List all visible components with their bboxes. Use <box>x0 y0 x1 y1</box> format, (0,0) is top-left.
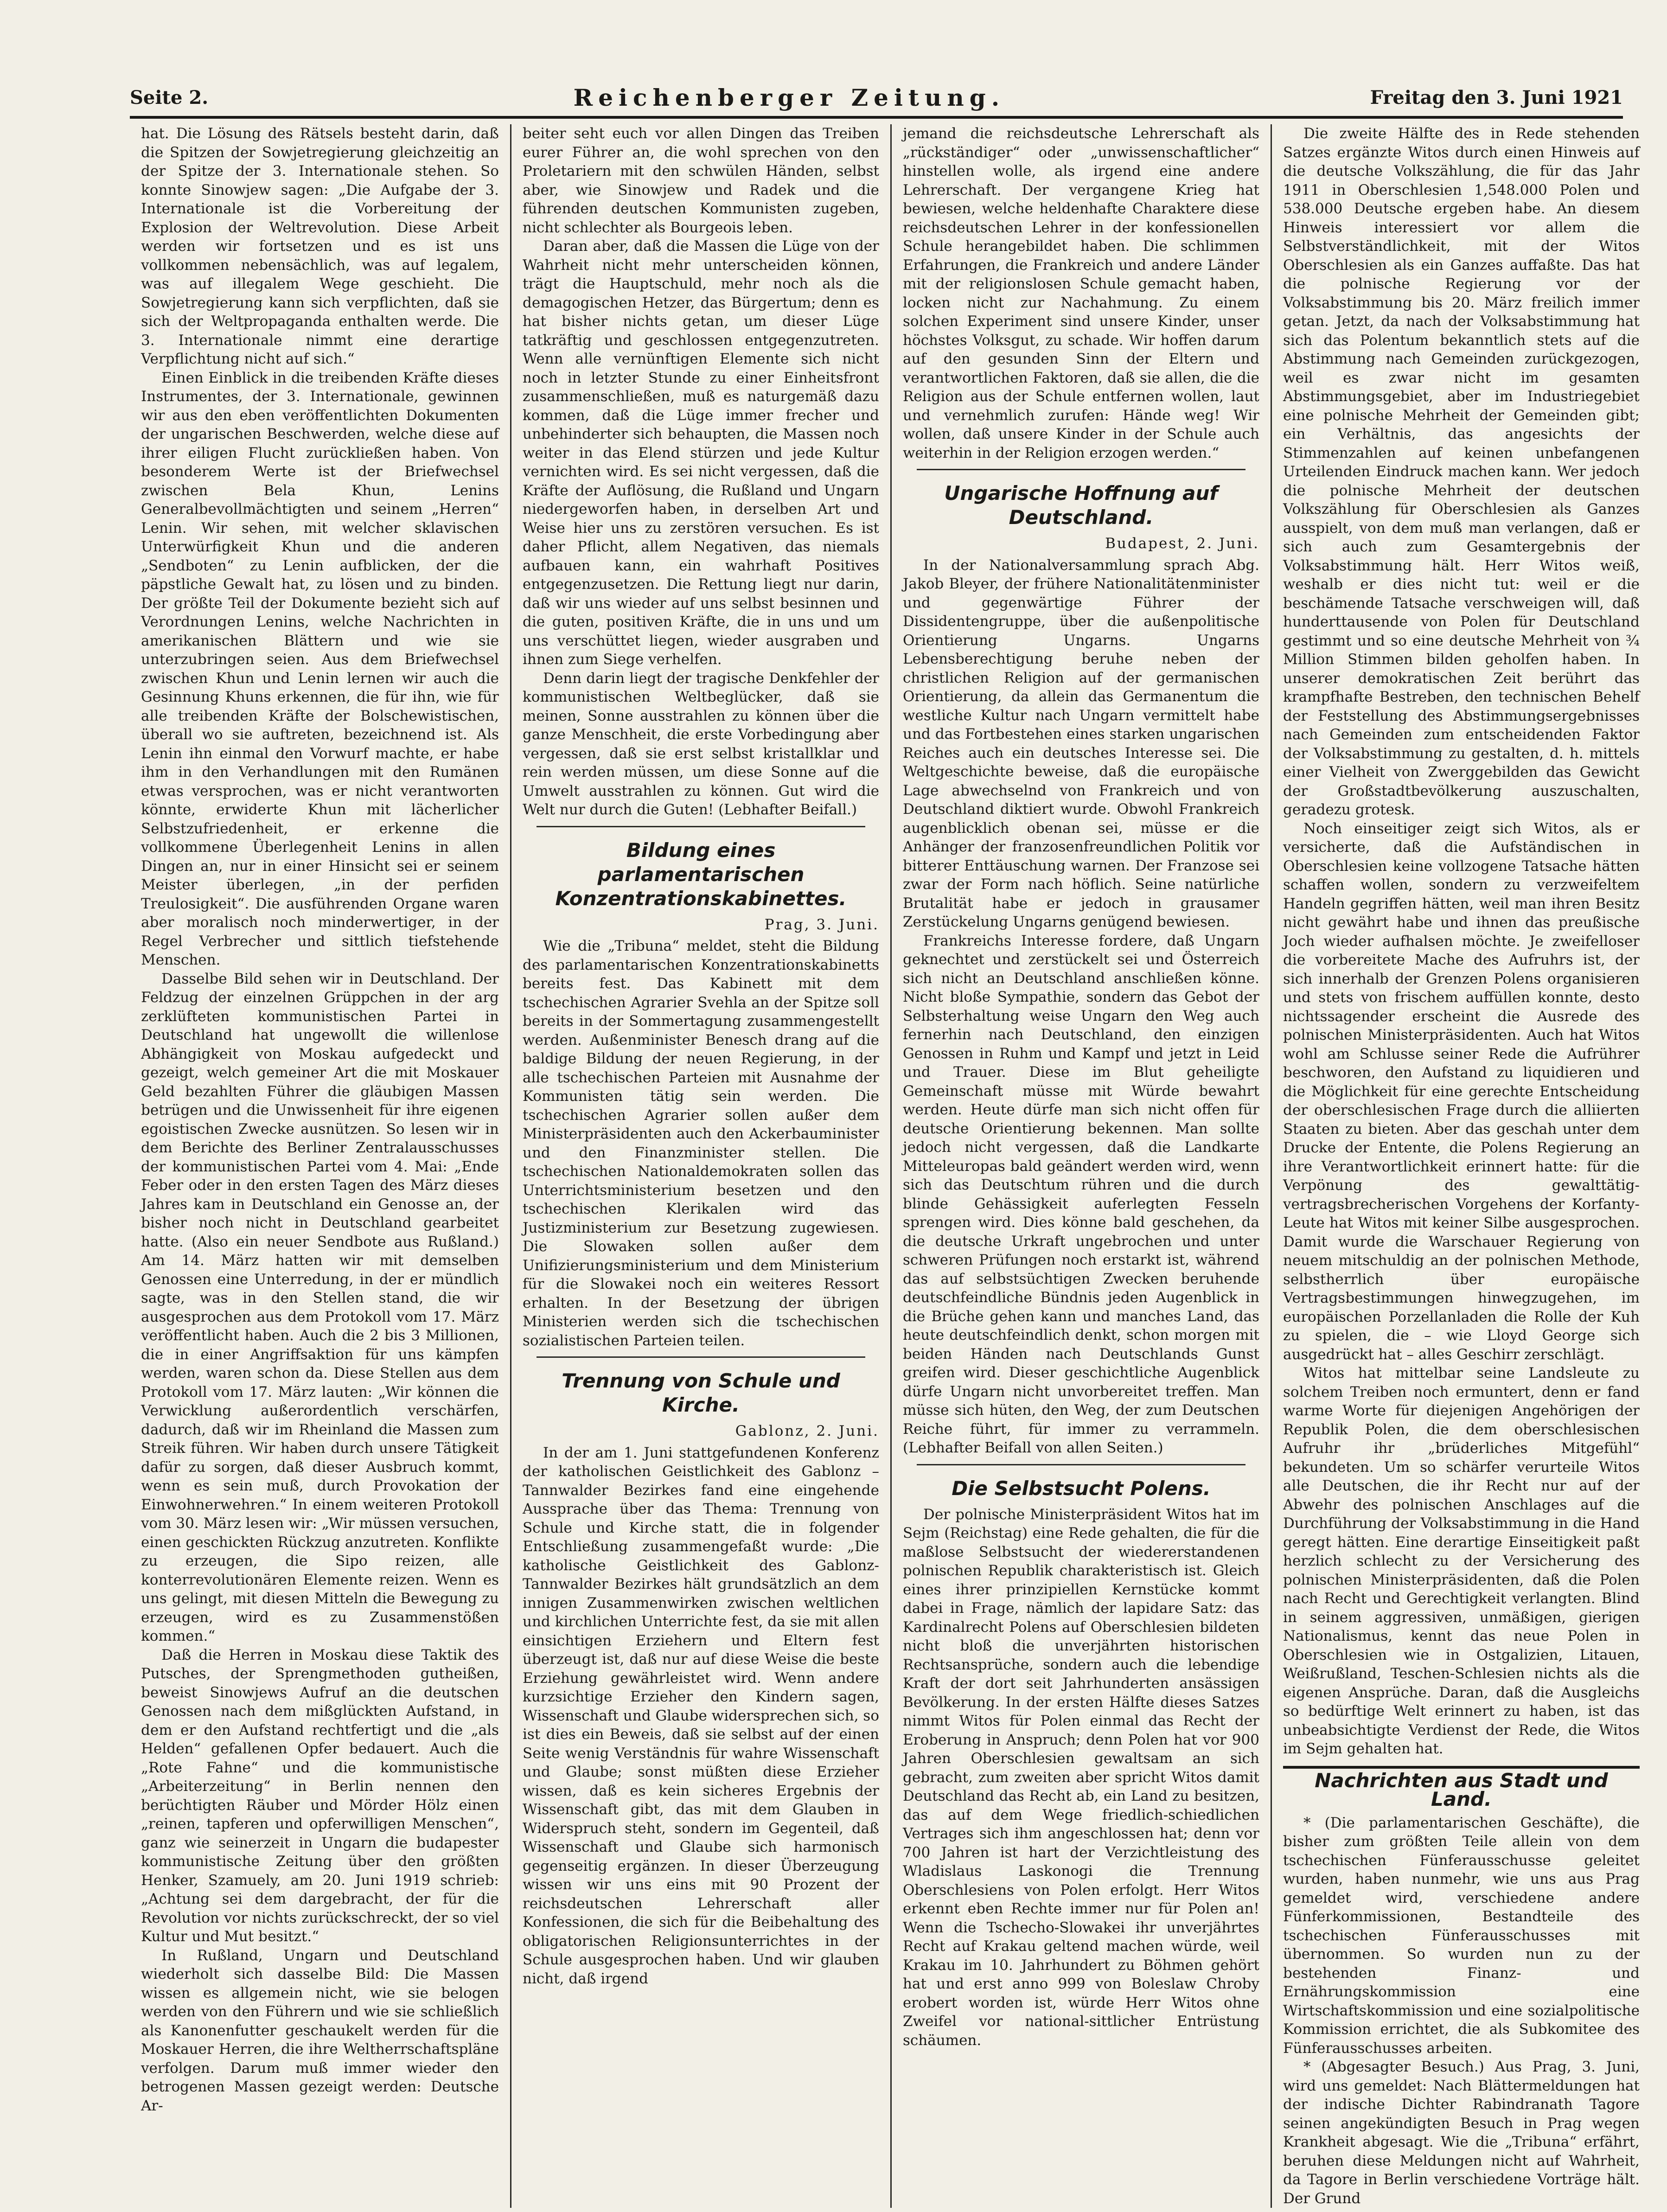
paragraph: Noch einseitiger zeigt sich Witos, als er versicherte, daß die Aufständischen in Oberschlesien keine vollzogene Tatsache hätten schaffen wollen, sondern zu verzweifeltem Handeln gegriffen hätten, weil man ihren Besitz nicht gewährt habe und ihnen das preußische Joch wieder aufhalsen möchte. Je zweifelloser die vorbereitete Mache des Aufruhrs ist, der sich innerhalb der Grenzen Polens organisieren und stets von frischem auffüllen konnte, desto nichtssagender erscheint die Ausrede des polnischen Ministerpräsidenten. Auch hat Witos wohl am Schlusse seiner Rede die Aufrührer beschworen, den Aufstand zu liquidieren und die Möglichkeit für eine gerechte Entscheidung der oberschlesischen Frage durch die alliierten Staaten zu bieten. Aber das geschah unter dem Drucke der Entente, die Polens Regierung an ihre Verantwortlichkeit erinnert hatte: für die Verpönung des gewalttätig-vertragsbrecherischen Vorgehens der Korfanty-Leute hat Witos mit keiner Silbe ausgesprochen. Damit wurde die Warschauer Regierung von neuem mitschuldig an der polnischen Methode, selbstherrlich über europäische Vertragsbestimmungen hinwegzugehen, im europäischen Porzellanladen die Rolle der Kuh zu spielen, die – wie Lloyd George sich ausgedrückt hat – alles Geschirr zerschlägt. <box>1283 820 1640 1363</box>
paragraph: jemand die reichsdeutsche Lehrerschaft als „rückständiger“ oder „unwissenschaftlicher“ hinstellen wolle, als irgend eine andere Lehrerschaft. Der vergangene Krieg hat bewiesen, welche heldenhafte Charaktere diese reichsdeutschen Lehrer in der konfessionellen Schule herangebildet haben. Die schlimmen Erfahrungen, die Frankreich und andere Länder mit der religionslosen Schule gemacht haben, locken nicht zur Nachahmung. Zu einem solchen Experiment sind unsere Kinder, unser höchstes Volksgut, zu schade. Wir hoffen darum auf den gesunden Sinn der Eltern und verantwortlichen Faktoren, daß sie allen, die die Religion aus der Schule entfernen wollen, laut und vernehmlich zurufen: Hände weg! Wir wollen, daß unsere Kinder in der Schule auch weiterhin in der Religion erzogen werden.“ <box>903 125 1259 461</box>
article-body: Frankreichs Interesse fordere, daß Ungarn geknechtet und zerstückelt sei und Österreich sich nicht an Deutschland anschließen könne. Nicht bloße Sympathie, sondern das Gebot der Selbsterhaltung weise Ungarn den Weg auch fernerhin nach Deutschland, den einzigen Genossen in Ruhm und Kampf und jetzt in Leid und Trauer. Diese im Blut geheiligte Gemeinschaft müsse mit Würde bewahrt werden. Heute dürfe man sich nicht offen für deutsche Orientierung bekennen. Man sollte jedoch nicht vergessen, daß die Landkarte Mitteleuropas bald geändert werden wird, wenn sich das Deutschtum rühren und die durch blinde Gehässigkeit auferlegten Fesseln sprengen wird. Dies könne bald geschehen, da die deutsche Urkraft ungebrochen und unter schweren Prüfungen noch erstarkt ist, während das auf selbstsüchtigen Zwecken beruhende deutschfeindliche Bündnis jeden Augenblick in die Brüche gehen kann und manches Land, das heute deutschfeindlich denkt, schon morgen mit beiden Händen nach Deutschlands Gunst greifen wird. Dieser geschichtliche Augenblick dürfe Ungarn nicht unvorbereitet treffen. Man müsse sich hüten, den Weg, der zum Deutschen Reiche führt, für immer zu verrammeln. (Lebhafter Beifall von allen Seiten.) <box>903 932 1259 1456</box>
divider <box>537 826 865 827</box>
paragraph: Daran aber, daß die Massen die Lüge von der Wahrheit nicht mehr unterscheiden können, trägt die Hauptschuld, mehr noch als die demagogischen Hetzer, das Bürgertum; denn es hat bisher nichts getan, um dieser Lüge tatkräftig und geschlossen entgegenzutreten. Wenn alle vernünftigen Elemente sich nicht noch in letzter Stunde zu einer Einheitsfront zusammenschließen, muß es naturgemäß dazu kommen, daß die Lüge immer frecher und unbehinderter sich behaupten, die Massen noch weiter in das Elend stürzen und jede Kultur vernichten wird. Es sei nicht vergessen, daß die Kräfte der Auflösung, die Rußland und Ungarn niedergeworfen haben, in derselben Art und Weise hier uns zu zerstören versuchen. Es ist daher Pflicht, allem Negativen, das niemals aufbauen kann, ein wahrhaft Positives entgegenzusetzen. Die Rettung liegt nur darin, daß wir uns wieder auf uns selbst besinnen und die guten, positiven Kräfte, die in uns und um uns verschüttet liegen, wieder ausgraben und ihnen zum Siege verhelfen. <box>523 238 879 668</box>
masthead <box>130 79 1623 119</box>
article-body: In der Nationalversammlung sprach Abg. Jakob Bleyer, der frühere Nationalitätenminister und gegenwärtige Führer der Dissidentengruppe, über die außenpolitische Orientierung Ungarns. Ungarns Lebensberechtigung beruhe neben der christlichen Religion auf der germanischen Orientierung, da allein das Germanentum die westliche Kultur nach Ungarn vermittelt habe und das Fortbestehen eines starken ungarischen Reiches auch ein deutsches Interesse sei. Die Weltgeschichte beweise, daß die europäische Lage abwechselnd von Frankreich und von Deutschland diktiert wurde. Obwohl Frankreich augenblicklich obenan sei, müsse er die Anhänger der franzosenfreundlichen Politik vor bitterer Enttäuschung warnen. Der Franzose sei zwar der Form nach höflich. Seine natürliche Brutalität habe er jedoch in grausamer Zerstückelung Ungarns genügend bewiesen. <box>903 556 1259 930</box>
article-headline: Trennung von Schule und Kirche. <box>562 1369 840 1416</box>
paragraph: hat. Die Lösung des Rätsels besteht darin, daß die Spitzen der Sowjetregierung gleichzeitig an der Spitze der 3. Internationale stehen. So konnte Sinowjew sagen: „Die Aufgabe der 3. Internationale ist die Vorbereitung der Explosion der Weltrevolution. Diese Arbeit werden wir fortsetzen und es ist uns vollkommen nebensächlich, was auf legalem, was auf illegalem Wege geschieht. Die Sowjetregierung kann sich verpflichten, daß sie sich der Weltpropaganda enthalten werde. Die 3. Internationale nimmt eine derartige Verpflichtung nicht auf sich.“ <box>141 125 499 367</box>
news-item: * (Die parlamentarischen Geschäfte), die bisher zum größten Teile allein von dem tschechischen Fünferausschusse geleitet wurden, haben nunmehr, wie uns aus Prag gemeldet wird, verschiedene andere Fünferkommissionen, Bestandteile des tschechischen Fünferausschusses mit übernommen. So wurden nun zu der bestehenden Finanz- und Ernährungskommission eine Wirtschaftskommission und eine sozialpolitische Kommission errichtet, die als Subkomitee des Fünferausschusses arbeiten. <box>1283 1814 1640 2057</box>
column-1 <box>130 124 510 2208</box>
news-item: * (Abgesagter Besuch.) Aus Prag, 3. Juni, wird uns gemeldet: Nach Blättermeldungen hat der indische Dichter Rabindranath Tagore seinen angekündigten Besuch in Prag wegen Krankheit abgesagt. Wie die „Tribuna“ erfährt, beruhen diese Meldungen nicht auf Wahrheit, da Tagore in Berlin verschiedene Vorträge hält. Der Grund <box>1283 2059 1640 2207</box>
section-heading: Nachrichten aus Stadt und Land. <box>1315 1769 1608 1810</box>
paragraph: Dasselbe Bild sehen wir in Deutschland. Der Feldzug der einzelnen Grüppchen in der arg zerklüfteten kommunistischen Partei in Deutschland hat ungewollt die willenlose Abhängigkeit von Moskau aufgedeckt und gezeigt, welch gemeiner Art die mit Moskauer Geld bezahlten Führer die gläubigen Massen betrügen und die Unwissenheit für ihre eigenen egoistischen Zwecke ausnützen. So lesen wir in dem Berichte des Berliner Zentralausschusses der kommunistischen Partei vom 4. Mai: „Ende Feber oder in den ersten Tagen des März dieses Jahres kam in Deutschland ein Genosse an, der bisher noch nicht in Deutschland gearbeitet hatte. (Also ein neuer Sendbote aus Rußland.) Am 14. März hatten wir mit demselben Genossen eine Unterredung, in der er mündlich sagte, was in den Stellen stand, die wir ausgesprochen aus dem Protokoll vom 17. März veröffentlicht haben. Auch die 2 bis 3 Millionen, die in einer Angriffsaktion für uns kämpfen werden, waren schon da. Diese Stellen aus dem Protokoll vom 17. März lauten: „Wir können die Verwicklung außerordentlich verschärfen, dadurch, daß wir im Rheinland die Massen zum Streik führen. Wir haben durch unsere Tätigkeit dafür zu sorgen, daß dieser Ausbruch kommt, wenn es sein muß, durch Provokation der Einwohnerwehren.“ In einem weiteren Protokoll vom 30. März lesen wir: „Wir müssen versuchen, einen geschickten Rückzug anzutreten. Konflikte zu erzeugen, die Sipo reizen, alle konterrevolutionären Elemente reizen. Wenn es uns gelingt, mit diesen Mitteln die Bewegung zu erzeugen, wird es zu Zusammenstößen kommen.“ <box>141 970 499 1644</box>
divider <box>917 1464 1245 1465</box>
paragraph: In Rußland, Ungarn und Deutschland wiederholt sich dasselbe Bild: Die Massen wissen es allgemein nicht, wie sie belogen werden von den Führern und wie sie schließlich als Kanonenfutter geschaukelt werden für die Moskauer Herren, die ihre Weltherrschaftspläne verfolgen. Darum muß immer wieder den betrogenen Massen gezeigt werden: Deutsche Ar- <box>141 1947 499 2114</box>
column-3 <box>890 124 1271 2208</box>
article-headline: Ungarische Hoffnung auf Deutschland. <box>944 482 1218 529</box>
page-number: Seite 2. <box>130 86 209 109</box>
column-2 <box>510 124 890 2208</box>
divider <box>537 1356 865 1358</box>
columns <box>130 124 1640 2207</box>
paragraph: Einen Einblick in die treibenden Kräfte dieses Instrumentes, der 3. Internationale, gewinnen wir aus den eben veröffentlichten Dokumenten der ungarischen Beschwerden, welche diese auf ihrer eiligen Flucht zurückließen haben. Von besonderem Werte ist der Briefwechsel zwischen Bela Khun, Lenins Generalbevollmächtigten und seinem „Herren“ Lenin. Wir sehen, mit welcher sklavischen Unterwürfigkeit Khun und die anderen „Sendboten“ zu Lenin aufblicken, der die päpstliche Gewalt hat, zu lösen und zu binden. Der größte Teil der Dokumente bezieht sich auf Verordnungen Lenins, welche Nachrichten in amerikanischen Blättern und wie sie unterzubringen seien. Aus dem Briefwechsel zwischen Khun und Lenin lernen wir auch die Gesinnung Khuns erkennen, die für ihn, wie für alle treibenden Kräfte der Bolschewistischen, überall wo sie auftreten, bezeichnend ist. Als Lenin ihn einmal den Vorwurf machte, er habe ihm in den Verhandlungen mit den Rumänen etwas versprochen, was er nicht verantworten könnte, erwiderte Khun mit lächerlicher Selbstzufriedenheit, er erkenne die vollkommene Überlegenheit Lenins in allen Dingen an, nur in einer Hinsicht sei er seinem Meister überlegen, „in der perfiden Treulosigkeit“. Die ausführenden Organe waren aber moralisch noch minderwertiger, in der Regel Verbrecher und sittlich tiefstehende Menschen. <box>141 369 499 968</box>
paragraph: Die zweite Hälfte des in Rede stehenden Satzes ergänzte Witos durch einen Hinweis auf die deutsche Volkszählung, die für das Jahr 1911 in Oberschlesien 1,548.000 Polen und 538.000 Deutsche ergeben habe. An diesem Hinweis interessiert vor allem die Selbstverständlichkeit, mit der Witos Oberschlesien als ein Ganzes auffaßte. Das hat die polnische Regierung vor der Volksabstimmung bis 20. März freilich immer getan. Jetzt, da nach der Volksabstimmung hat sich das Polentum bekanntlich stets auf die Abstimmung nach Gemeinden zurückgezogen, weil es zwar nicht im gesamten Abstimmungsgebiet, aber im Industriegebiet eine polnische Mehrheit der Gemeinden gibt; ein Verhältnis, das angesichts der Stimmenzahlen auf keinen unbefangenen Urteilenden Eindruck machen kann. Wer jedoch die polnische Mehrheit der deutschen Volkszählung für Oberschlesien als Ganzes ausspielt, von dem muß man verlangen, daß er sich auch zum Gesamtergebnis der Volksabstimmung hält. Herr Witos weiß, weshalb er dies nicht tut: weil er die beschämende Tatsache verschweigen will, daß hunderttausende von Polen für Deutschland gestimmt und so eine deutsche Mehrheit von ¾ Million Stimmen bilden geholfen haben. In unserer demokratischen Zeit berührt das krampfhafte Bestreben, den technischen Behelf der Feststellung des Abstimmungsergebnisses nach Gemeinden zum entscheidenden Faktor der Volksabstimmung zu gestalten, d. h. mittels einer Vielheit von Zwerggebilden das Gewicht der Großstadtbevölkerung auszuschalten, geradezu grotesk. <box>1283 125 1640 818</box>
article-headline: Bildung eines parlamentarischen Konzentrationskabinettes. <box>555 838 847 910</box>
divider <box>917 469 1245 470</box>
paragraph: Witos hat mittelbar seine Landsleute zu solchem Treiben noch ermuntert, denn er fand warme Worte für diejenigen Angehörigen der Republik Polen, die dem oberschlesischen Aufruhr ihr „brüderliches Mitgefühl“ bekundeten. Um so schärfer verurteile Witos alle Deutschen, die ihr Recht nur auf der Abwehr des polnischen Anschlages auf die Durchführung der Volksabstimmung in die Hand geregt hätten. Eine derartige Einseitigkeit paßt herzlich schlecht zu der Versicherung des polnischen Ministerpräsidenten, daß die Polen nach Recht und Gerechtigkeit verlangten. Blind in seinem aggressiven, unmäßigen, gierigen Nationalismus, kennt das neue Polen in Oberschlesien wie in Ostgalizien, Litauen, Weißrußland, Teschen-Schlesien nichts als die eigenen Ansprüche. Daran, daß die Ausgleichs so bedürftige Welt erinnert zu haben, ist das unbeabsichtigte Verdienst der Rede, die Witos im Sejm gehalten hat. <box>1283 1365 1640 1757</box>
article-headline: Die Selbstsucht Polens. <box>952 1477 1211 1500</box>
paragraph: Denn darin liegt der tragische Denkfehler der kommunistischen Weltbeglücker, daß sie meinen, Sonne ausstrahlen zu können über die ganze Menschheit, die erste Vorbedingung aber vergessen, daß sie erst selbst kristallklar und rein werden müssen, um diese Sonne auf die Umwelt ausstrahlen zu können. Gut wird die Welt nur durch die Guten! (Lebhafter Beifall.) <box>523 670 879 818</box>
paragraph: Daß die Herren in Moskau diese Taktik des Putsches, der Sprengmethoden gutheißen, beweist Sinowjews Aufruf an die deutschen Genossen nach dem mißglückten Aufstand, in dem er den Aufstand rechtfertigt und die „als Helden“ gefallenen Opfer bedauert. Auch die „Rote Fahne“ und die kommunistische „Arbeiterzeitung“ in Berlin nennen den berüchtigten Räuber und Mörder Hölz einen „reinen, tapferen und opferwilligen Menschen“, ganz wie seinerzeit in Ungarn die budapester kommunistische Zeitung über den größten Henker, Szamuely, am 20. Juni 1919 schrieb: „Achtung sei dem dargebracht, der für die Revolution vor nichts zurückschreckt, der so viel Kultur und Mut besitzt.“ <box>141 1646 499 1945</box>
article-body: Der polnische Ministerpräsident Witos hat im Sejm (Reichstag) eine Rede gehalten, die für die maßlose Selbstsucht der wiedererstandenen polnischen Republik charakteristisch ist. Gleich eines ihrer prinzipiellen Kernstücke kommt dabei in Frage, nämlich der lapidare Satz: das Kardinalrecht Polens auf Oberschlesien bildeten nicht bloß die unverjährten historischen Rechtsansprüche, sondern auch die lebendige Kraft der dort seit Jahrhunderten ansässigen Bevölkerung. In der ersten Hälfte dieses Satzes nimmt Witos für Polen einmal das Recht der Eroberung in Anspruch; denn Polen hat vor 900 Jahren Oberschlesien gewaltsam an sich gebracht, zum zweiten aber spricht Witos damit Deutschland das Recht ab, ein Land zu besitzen, das auf dem Wege friedlich-schiedlichen Vertrages sich ihm angeschlossen hat; denn vor 700 Jahren ist hart der Verzichtleistung des Wladislaus Laskonogi die Trennung Oberschlesiens von Polen erfolgt. Herr Witos erkennt eben Rechte immer nur für Polen an! Wenn die Tschecho-Slowakei ihr unverjährtes Recht auf Krakau geltend machen würde, weil Krakau im 10. Jahrhundert zu Böhmen gehört hat und erst anno 999 von Boleslaw Chroby erobert worden ist, würde Herr Witos ohne Zweifel vor national-sittlicher Entrüstung schäumen. <box>903 1506 1259 2049</box>
article-body: In der am 1. Juni stattgefundenen Konferenz der katholischen Geistlichkeit des Gablonz – Tannwalder Bezirkes fand eine eingehende Aussprache über das Thema: Trennung von Schule und Kirche statt, die in folgender Entschließung zusammengefaßt wurde: „Die katholische Geistlichkeit des Gablonz-Tannwalder Bezirkes hält grundsätzlich an dem innigen Zusammenwirken zwischen weltlichen und kirchlichen Unterrichte fest, da sie mit allen einsichtigen Erziehern und Eltern fest überzeugt ist, daß nur auf diese Weise die beste Erziehung gewährleistet wird. Wenn andere kurzsichtige Erzieher den Kindern sagen, Wissenschaft und Glaube widersprechen sich, so ist dies ein Beweis, daß sie selbst auf der einen Seite wenig Verständnis für wahre Wissenschaft und Glaube; sonst müßten diese Erzieher wissen, daß es kein sicheres Ergebnis der Wissenschaft gibt, das mit dem Glauben in Widerspruch steht, sondern im Gegenteil, daß Wissenschaft und Glaube sich harmonisch gegenseitig ergänzen. In dieser Überzeugung wissen wir uns eins mit 90 Prozent der reichsdeutschen Lehrerschaft aller Konfessionen, die sich für die Beibehaltung des obligatorischen Religionsunterrichtes in der Schule ausgesprochen haben. Und wir glauben nicht, daß irgend <box>523 1444 879 1987</box>
article-dateline: Gablonz, 2. Juni. <box>735 1423 879 1439</box>
issue-date: Freitag den 3. Juni 1921 <box>1370 86 1623 109</box>
paragraph: beiter seht euch vor allen Dingen das Treiben eurer Führer an, die wohl sprechen von den Proletariern mit den schwülen Händen, selbst aber, wie Sinowjew und Radek und die führenden deutschen Kommunisten zugeben, nicht schlechter als Bourgeois leben. <box>523 125 879 236</box>
article-body: Wie die „Tribuna“ meldet, steht die Bildung des parlamentarischen Konzentrationskabinetts bereits fest. Das Kabinett mit dem tschechischen Agrarier Svehla an der Spitze soll bereits in der Sommertagung zusammengestellt werden. Außenminister Benesch drang auf die baldige Bildung der neuen Regierung, in der alle tschechischen Parteien mit Ausnahme der Kommunisten tätig sein werden. Die tschechischen Agrarier sollen außer dem Ministerpräsidenten auch den Ackerbauminister und den Finanzminister stellen. Die tschechischen Nationaldemokraten sollen das Unterrichtsministerium besetzen und den tschechischen Klerikalen wird das Justizministerium zur Besetzung zugewiesen. Die Slowaken sollen außer dem Unifizierungsministerium und dem Ministerium für die Slowakei noch ein weiteres Ressort erhalten. In der Besetzung der übrigen Ministerien werden sich die tschechischen sozialistischen Parteien teilen. <box>523 938 879 1349</box>
article-dateline: Prag, 3. Juni. <box>764 916 879 933</box>
article-dateline: Budapest, 2. Juni. <box>1105 535 1259 552</box>
newspaper-title: Reichenberger Zeitung. <box>573 83 1005 111</box>
section-divider <box>1283 1766 1640 1769</box>
column-4 <box>1271 124 1651 2208</box>
